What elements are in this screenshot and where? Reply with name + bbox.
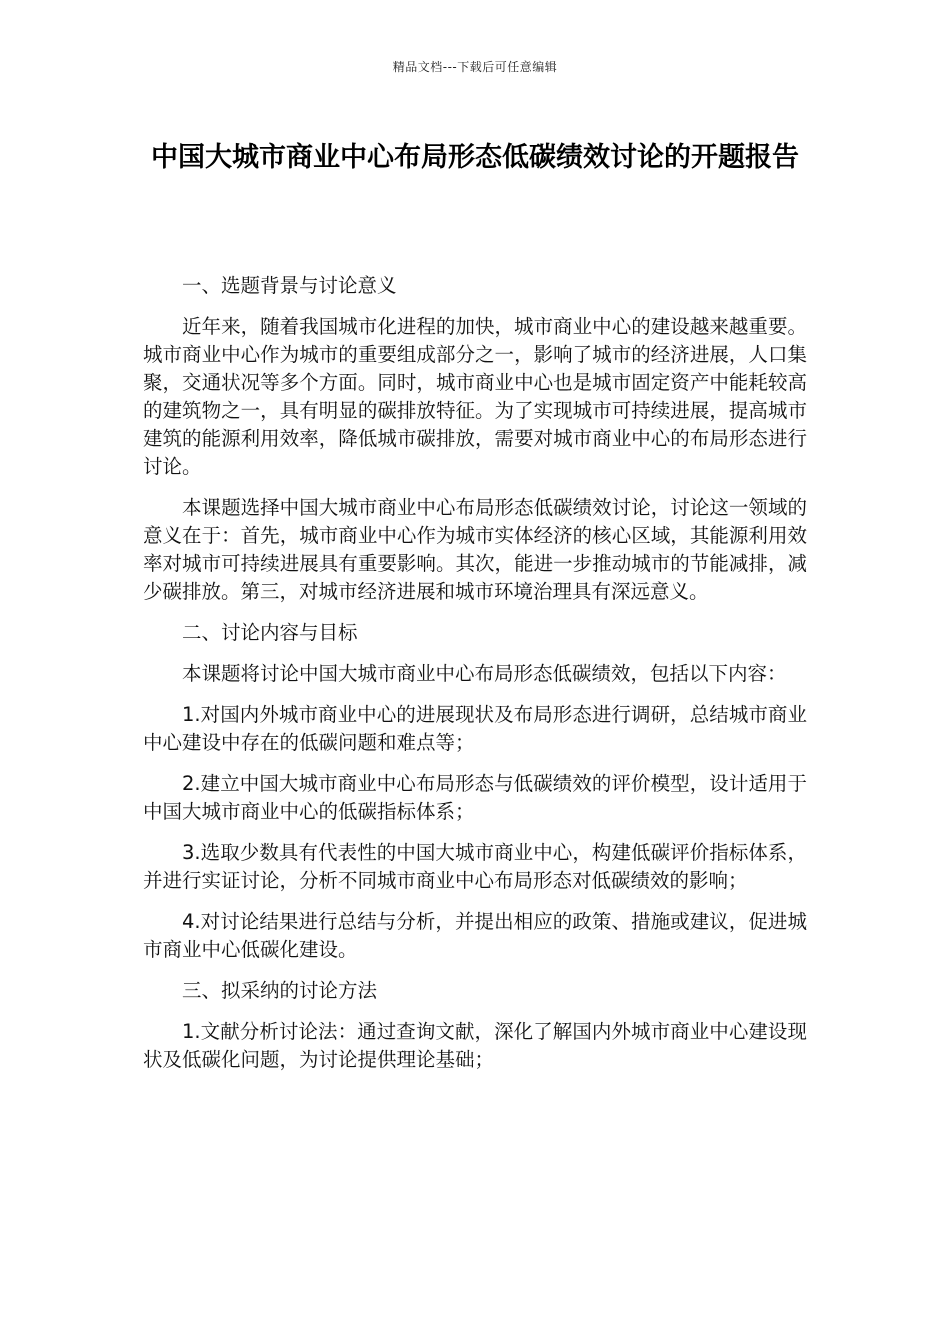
section-heading-1: 一、选题背景与讨论意义 bbox=[182, 274, 397, 297]
header-note: 精品文档---下载后可任意编辑 bbox=[392, 60, 558, 74]
paragraph-background: 近年来，随着我国城市化进程的加快，城市商业中心的建设越来越重要。城市商业中心作为城市的重要组成部分之一，影响了城市的经济进展，人口集聚，交通状况等多个方面。同时，城市商业中心也是城市固定资产中能耗较高的建筑物之一，具有明显的碳排放特征。为了实现城市可持续进展，提高城市建筑的能源利用效率，降低城市碳排放，需要对城市商业中心的布局形态进行讨论。 bbox=[143, 315, 807, 478]
method-item-1: 1.文献分析讨论法：通过查询文献，深化了解国内外城市商业中心建设现状及低碳化问题，为讨论提供理论基础； bbox=[143, 1020, 807, 1071]
paragraph-content-intro: 本课题将讨论中国大城市商业中心布局形态低碳绩效，包括以下内容： bbox=[182, 662, 787, 685]
section-heading-3: 三、拟采纳的讨论方法 bbox=[182, 979, 378, 1002]
paragraph-significance: 本课题选择中国大城市商业中心布局形态低碳绩效讨论，讨论这一领域的意义在于：首先，城市商业中心作为城市实体经济的核心区域，其能源利用效率对城市可持续进展具有重要影响。其次，能进一步推动城市的节能减排，减少碳排放。第三，对城市经济进展和城市环境治理具有深远意义。 bbox=[143, 496, 807, 603]
document-body bbox=[143, 272, 807, 1087]
list-item-1: 1.对国内外城市商业中心的进展现状及布局形态进行调研，总结城市商业中心建设中存在的低碳问题和难点等； bbox=[143, 703, 807, 754]
list-item-2: 2.建立中国大城市商业中心布局形态与低碳绩效的评价模型，设计适用于中国大城市商业中心的低碳指标体系； bbox=[143, 772, 807, 823]
list-item-4: 4.对讨论结果进行总结与分析，并提出相应的政策、措施或建议，促进城市商业中心低碳化建设。 bbox=[143, 910, 807, 961]
list-item-3: 3.选取少数具有代表性的中国大城市商业中心，构建低碳评价指标体系，并进行实证讨论，分析不同城市商业中心布局形态对低碳绩效的影响； bbox=[143, 841, 807, 892]
section-heading-2: 二、讨论内容与目标 bbox=[182, 621, 358, 644]
document-title: 中国大城市商业中心布局形态低碳绩效讨论的开题报告 bbox=[151, 142, 799, 173]
